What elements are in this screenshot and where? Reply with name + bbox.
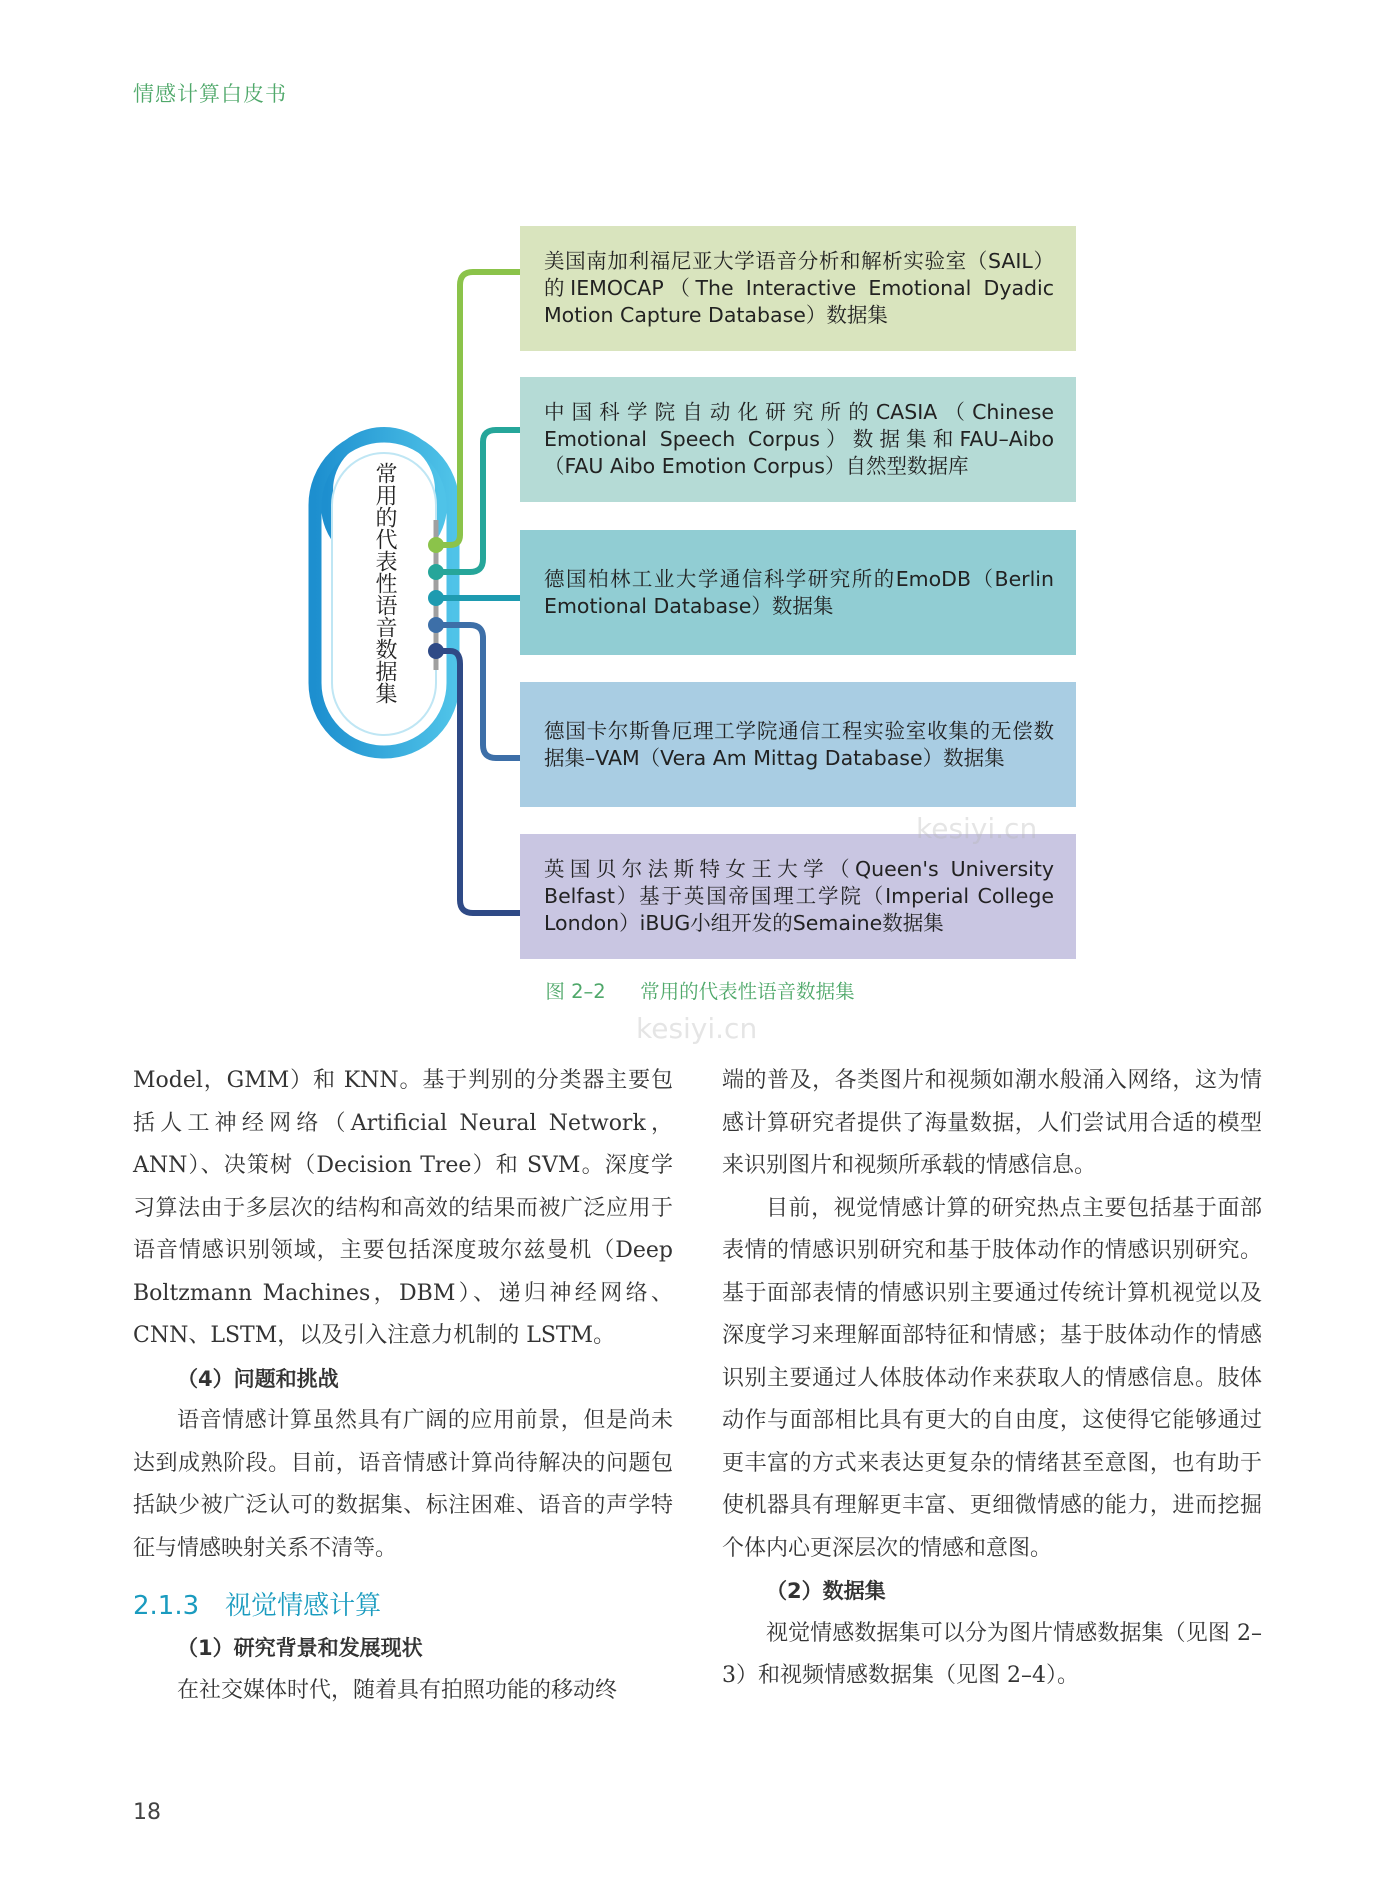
node-dot-5 (428, 643, 444, 659)
node-dot-2 (428, 564, 444, 580)
dataset-box-emodb (520, 530, 1076, 655)
paragraph: 在社交媒体时代，随着具有拍照功能的移动终 (177, 1677, 618, 1703)
dataset-text: 美国南加利福尼亚大学语音分析和解析实验室（SAIL）的IEMOCAP（The Interactive Emotional Dyadic Motion Capture Database）数据集 (544, 249, 1054, 327)
node-dot-4 (428, 617, 444, 633)
dataset-text: 英国贝尔法斯特女王大学（Queen's University Belfast）基于英国帝国理工学院（Imperial College London）iBUG小组开发的Semaine数据集 (544, 857, 1054, 935)
node-dot-3 (428, 590, 444, 606)
section-heading: 2.1.3 视觉情感计算 (133, 1591, 382, 1621)
dataset-box-semaine (520, 834, 1076, 959)
page-number: 18 (133, 1800, 161, 1825)
dataset-box-casia (520, 377, 1076, 502)
figure-number: 图 2–2 (545, 980, 606, 1003)
dataset-box-iemocap (520, 226, 1076, 351)
dataset-text: 德国柏林工业大学通信科学研究所的EmoDB（Berlin Emotional Database）数据集 (544, 566, 1054, 618)
subheading-datasets: （2）数据集 (766, 1579, 886, 1603)
paragraph: 目前，视觉情感计算的研究热点主要包括基于面部表情的情感识别研究和基于肢体动作的情感识别研究。基于面部表情的情感识别主要通过传统计算机视觉以及深度学习来理解面部特征和情感；基于肢体动作的情感识别主要通过人体肢体动作来获取人的情感信息。肢体动作与面部相比具有更大的自由度，这使得它能够通过更丰富的方式来表达更复杂的情绪甚至意图，也有助于使机器具有理解更丰富、更细微情感的能力，进而挖掘个体内心更深层次的情感和意图。 (722, 1195, 1262, 1561)
subheading-problems: （4）问题和挑战 (177, 1366, 339, 1391)
right-column (722, 1060, 1262, 1698)
subheading-background: （1）研究背景和发展现状 (177, 1636, 423, 1660)
node-dot-1 (428, 537, 444, 553)
figure-title: 常用的代表性语音数据集 (640, 980, 855, 1003)
left-column (133, 1060, 673, 1712)
dataset-box-vam (520, 682, 1076, 807)
figure-caption (0, 976, 1400, 1004)
dataset-text: 德国卡尔斯鲁厄理工学院通信工程实验室收集的无偿数据集–VAM（Vera Am Mittag Database）数据集 (544, 718, 1054, 770)
watermark: kesiyi.cn (636, 1012, 758, 1045)
dataset-text: 中国科学院自动化研究所的CASIA（Chinese Emotional Speech Corpus）数据集和FAU–Aibo（FAU Aibo Emotion Corpus）自然型数据库 (544, 400, 1054, 478)
diagram-center-label: 常用的代表性语音数据集 (372, 462, 397, 704)
paragraph: 语音情感计算虽然具有广阔的应用前景，但是尚未达到成熟阶段。目前，语音情感计算尚待解决的问题包括缺少被广泛认可的数据集、标注困难、语音的声学特征与情感映射关系不清等。 (133, 1408, 673, 1561)
watermark: kesiyi.cn (916, 812, 1038, 845)
paragraph: Model，GMM）和 KNN。基于判别的分类器主要包括人工神经网络（Artificial Neural Network，ANN）、决策树（Decision Tree）和 SVM。深度学习算法由于多层次的结构和高效的结果而被广泛应用于语音情感识别领域，主要包括深度玻尔兹曼机（Deep Boltzmann Machines，DBM）、递归神经网络、CNN、LSTM，以及引入注意力机制的 LSTM。 (133, 1068, 673, 1348)
running-header: 情感计算白皮书 (133, 82, 287, 106)
paragraph: 端的普及，各类图片和视频如潮水般涌入网络，这为情感计算研究者提供了海量数据，人们尝试用合适的模型来识别图片和视频所承载的情感信息。 (722, 1068, 1262, 1178)
paragraph: 视觉情感数据集可以分为图片情感数据集（见图 2–3）和视频情感数据集（见图 2–4）。 (722, 1620, 1262, 1688)
